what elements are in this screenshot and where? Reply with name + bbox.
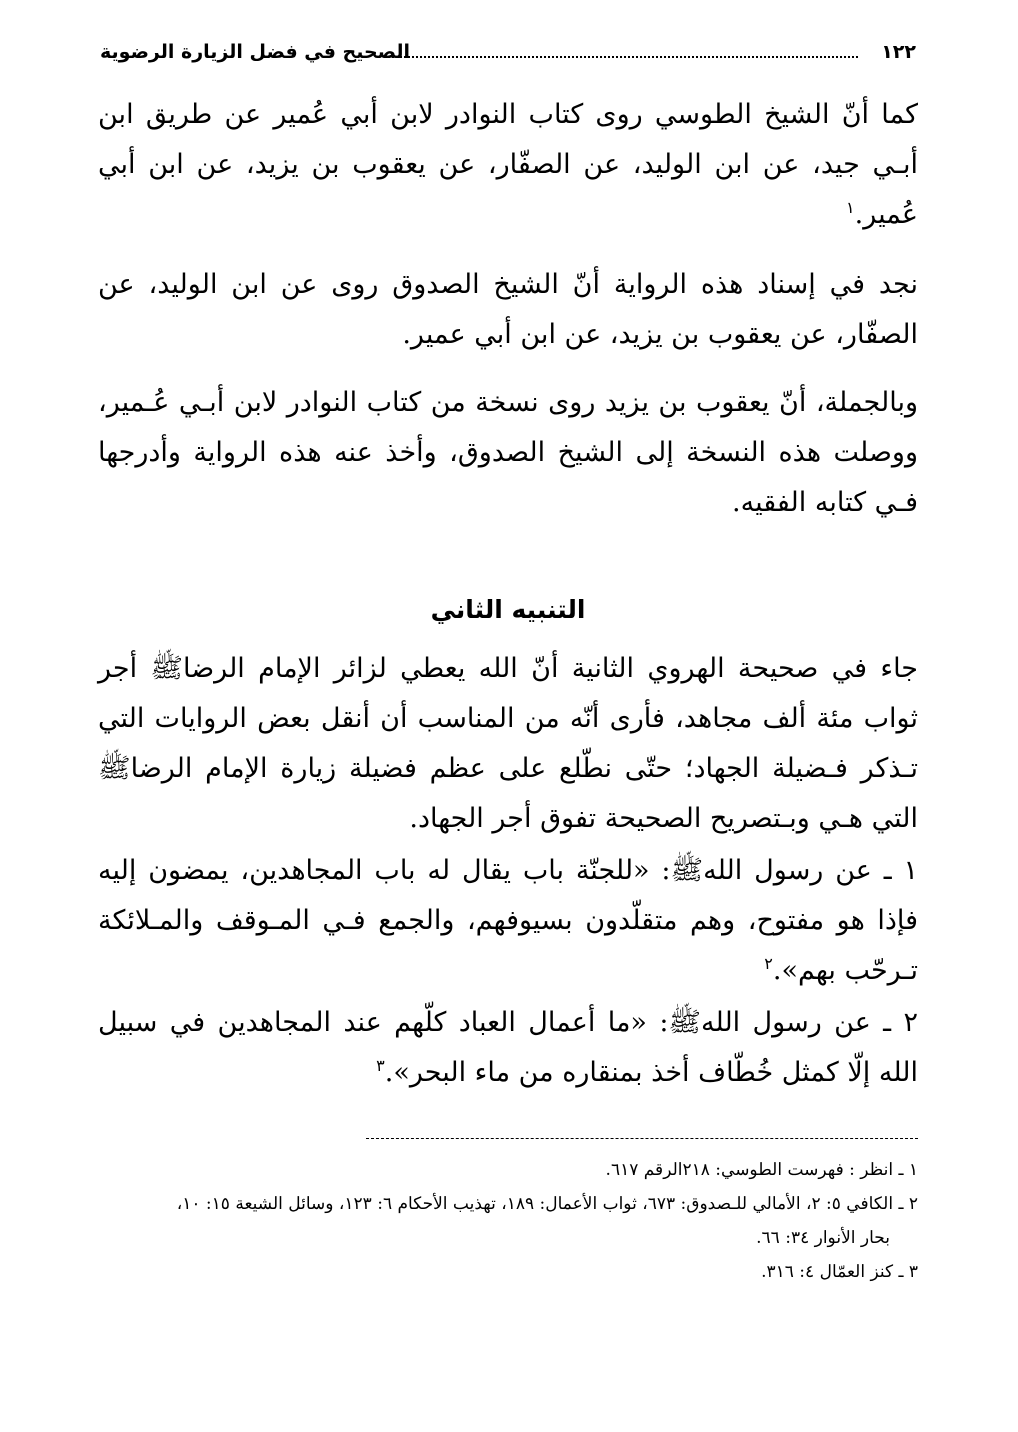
- paragraph-summary: وبالجملة، أنّ يعقوب بن يزيد روى نسخة من كتاب النوادر لابن أبـي عُـمير، ووصلت هذه النسخة إلى الشيخ الصدوق، وأخذ عنه هذه الرواية وأدرجها فـي كتابه الفقيه.: [98, 387, 918, 518]
- book-page: [98, 36, 918, 1396]
- paragraph-tusi-chain: [98, 90, 918, 240]
- hadith-text: ١ ـ عن رسول اللهﷺ: «للجنّة باب يقال له باب المجاهدين، يمضون إليه فإذا هو مفتوح، وهم متقلّدون بسيوفهم، والجمع فـي المـوقف والمـلائكة تـرحّب بهم».: [98, 855, 918, 986]
- section-title: التنبيه الثاني: [430, 595, 586, 624]
- paragraph-saduq-chain: نجد في إسناد هذه الرواية أنّ الشيخ الصدوق روى عن ابن الوليد، عن الصفّار، عن يعقوب بن يزيد، عن ابن أبي عمير.: [98, 269, 918, 350]
- footnote-1: ١ ـ انظر : فهرست الطوسي: ٢١٨الرقم ٦١٧.: [605, 1160, 918, 1180]
- footnote-separator: [366, 1138, 918, 1139]
- header-dotted-leader: [388, 56, 858, 58]
- footnote-2-continuation: بحار الأنوار ٣٤: ٦٦.: [756, 1228, 890, 1248]
- footnote-2: ٢ ـ الكافي ٥: ٢، الأمالي للـصدوق: ٦٧٣، ثواب الأعمال: ١٨٩، تهذيب الأحكام ٦: ١٢٣، وسائل الشيعة ١٥: ١٠،: [176, 1194, 918, 1214]
- running-head-title: الصحيح في فضل الزيارة الرضوية: [100, 41, 411, 63]
- footnotes: [98, 1153, 918, 1289]
- hadith-item-1: [98, 846, 918, 996]
- paragraph-text: كما أنّ الشيخ الطوسي روى كتاب النوادر لابن أبي عُمير عن طريق ابن أبـي جيد، عن ابن الوليد، عن الصفّار، عن يعقوب بن يزيد، عن ابن أبي عُمير.: [98, 99, 918, 230]
- page-number: ١٢٢: [881, 41, 916, 63]
- hadith-text: ٢ ـ عن رسول اللهﷺ: «ما أعمال العباد كلّهم عند المجاهدين في سبيل الله إلّا كمثل خُطّاف أخذ بمنقاره من ماء البحر».: [98, 1007, 918, 1088]
- footnote-ref-2: ٢: [764, 954, 773, 973]
- paragraph-section-intro: جاء في صحيحة الهروي الثانية أنّ الله يعطي لزائر الإمام الرضاﷺ أجر ثواب مئة ألف مجاهد، فأرى أنّه من المناسب أن أنقل بعض الروايات التي تـذكر فـضيلة الجهاد؛ حتّى نطّلع على عظم فضيلة زيارة الإمام الرضاﷺ التي هـي وبـتصريح الصحيحة تفوق أجر الجهاد.: [98, 653, 919, 834]
- footnote-ref-1: ١: [846, 198, 855, 217]
- footnote-3: ٣ ـ كنز العمّال ٤: ٣١٦.: [761, 1262, 918, 1282]
- hadith-item-2: [98, 998, 918, 1098]
- running-head: [98, 36, 918, 68]
- footnote-ref-3: ٣: [376, 1056, 385, 1075]
